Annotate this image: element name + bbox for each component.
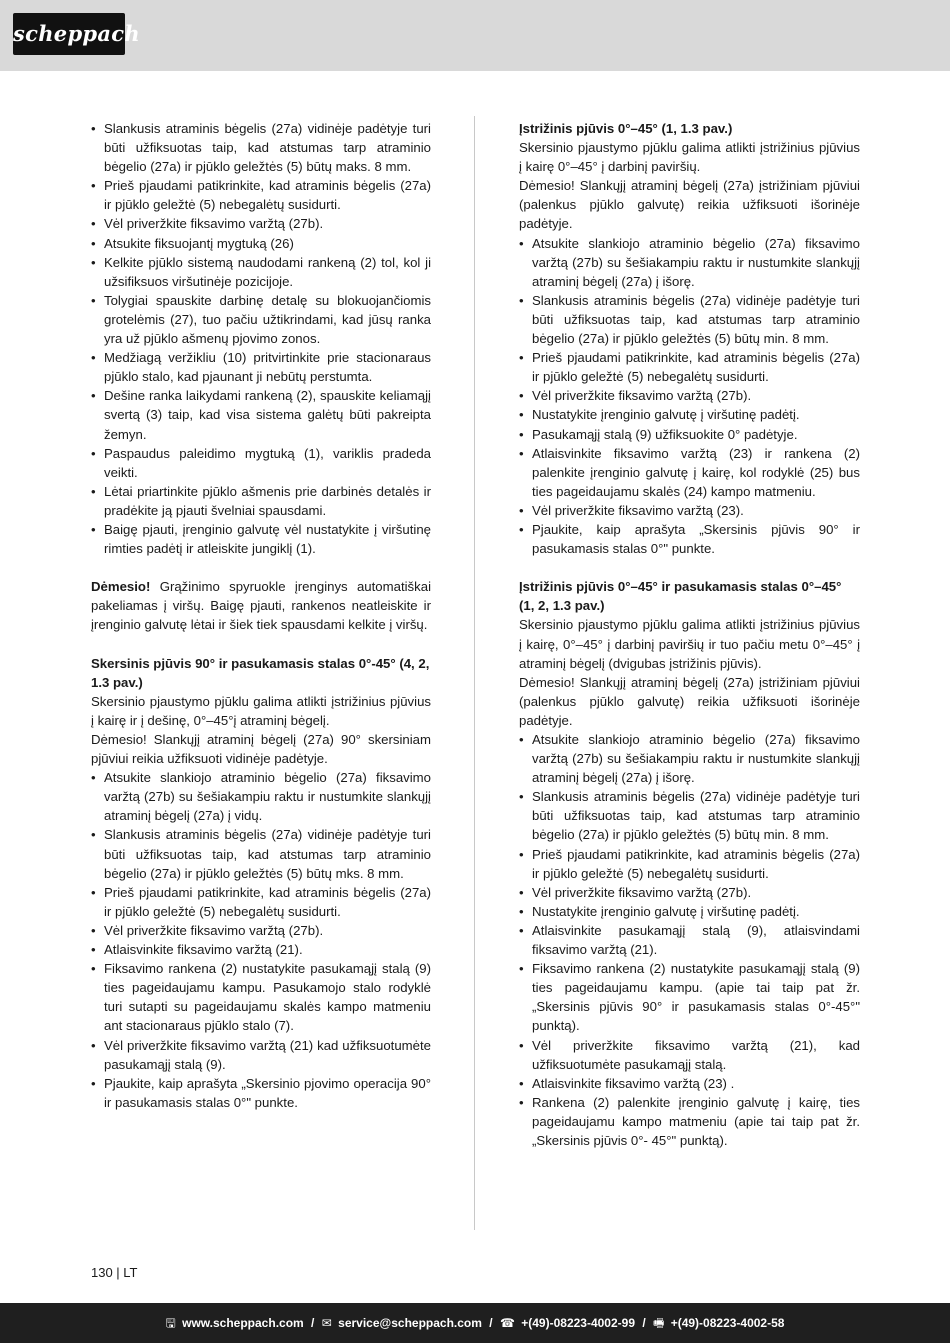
list-item: • Kelkite pjūklo sistemą naudodami rankeną (2) tol, kol ji užsifiksuos viršutinėje pozicijoje. [91,253,431,291]
fax-icon: 🖷 [653,1316,665,1330]
attention-label: Dėmesio! [91,579,151,595]
list-item: • Prieš pjaudami patikrinkite, kad atraminis bėgelis (27a) ir pjūklo geležtė (5) nebegalėtų susidurti. [519,845,860,883]
section-heading: Įstrižinis pjūvis 0°–45° (1, 1.3 pav.) [519,121,733,136]
list-item: • Pjaukite, kaip aprašyta „Skersinio pjovimo operacija 90° ir pasukamasis stalas 0°" punkte. [91,1074,431,1112]
column-divider [474,116,475,1230]
footer-separator: / [489,1316,493,1330]
left-column [91,119,431,1112]
paragraph: Dėmesio! Slankųjį atraminį bėgelį (27a) 90° skersiniam pjūviui reikia užfiksuoti vidinėje padėtyje. [91,732,431,767]
list-item: • Vėl priveržkite fiksavimo varžtą (27b). [519,386,860,405]
list-item: • Slankusis atraminis bėgelis (27a) vidinėje padėtyje turi būti užfiksuotas taip, kad atstumas tarp atraminio bėgelio (27a) ir pjūklo geležtės (5) būtų mks. 8 mm. [91,825,431,882]
list-item: • Atsukite fiksuojantį mygtuką (26) [91,234,431,253]
list-item: • Atsukite slankiojo atraminio bėgelio (27a) fiksavimo varžtą (27b) su šešiakampiu raktu ir nustumkite slankųjį atraminį bėgelį (27a) į išorę. [519,730,860,787]
brand-logo [13,13,140,55]
list-item: • Atlaisvinkite pasukamąjį stalą (9), atlaisvindami fiksavimo varžtą (21). [519,921,860,959]
paragraph: Skersinio pjaustymo pjūklu galima atlikti įstrižinius pjūvius į kairę, 0°–45° į darbinį paviršių ir tuo pačiu metu 0°–45° į atraminį bėgelį (dvigubas įstrižinis pjūvis). [519,617,860,671]
list-item: • Slankusis atraminis bėgelis (27a) vidinėje padėtyje turi būti užfiksuotas taip, kad atstumas tarp atraminio bėgelio (27a) ir pjūklo geležtės (5) būtų min. 8 mm. [519,291,860,348]
logo-text: scheppach [13,21,140,46]
list-item: • Vėl priveržkite fiksavimo varžtą (27b). [519,883,860,902]
paragraph: Dėmesio! Slankųjį atraminį bėgelį (27a) įstrižiniam pjūviui (palenkus pjūklo galvutę) reikia užfiksuoti išorinėje padėtyje. [519,674,860,728]
bullet-list [91,119,431,558]
list-item: • Prieš pjaudami patikrinkite, kad atraminis bėgelis (27a) ir pjūklo geležtė (5) nebegalėtų susidurti. [519,348,860,386]
list-item: • Rankena (2) palenkite įrenginio galvutę į kairę, ties pageidaujamu kampo matmeniu (apie tai taip pat žr. „Skersinis pjūvis 0°- 45°" punktą). [519,1093,860,1150]
header-band [0,0,950,71]
list-item: • Pjaukite, kaip aprašyta „Skersinis pjūvis 90° ir pasukamasis stalas 0°" punkte. [519,520,860,558]
attention-text: Grąžinimo spyruokle įrenginys automatiškai pakeliamas į viršų. Baigę pjauti, rankenos neatleiskite ir įrenginio galvutę lėtai ir šiek tiek spausdami kelkite į viršų. [91,579,431,633]
list-item: • Prieš pjaudami patikrinkite, kad atraminis bėgelis (27a) ir pjūklo geležtė (5) nebegalėtų susidurti. [91,176,431,214]
list-item: • Nustatykite įrenginio galvutę į viršutinę padėtį. [519,902,860,921]
page-number: 130 | LT [91,1265,138,1280]
list-item: • Vėl priveržkite fiksavimo varžtą (27b). [91,214,431,233]
footer-bar [0,1303,950,1343]
list-item: • Baigę pjauti, įrenginio galvutę vėl nustatykite į viršutinę rimties padėtį ir atleiskite jungiklį (1). [91,520,431,558]
monitor-icon: 🖫 [165,1316,176,1330]
bullet-list [519,730,860,1150]
list-item: • Atsukite slankiojo atraminio bėgelio (27a) fiksavimo varžtą (27b) su šešiakampiu raktu ir nustumkite slankųjį atraminį bėgelį (27a) į vidų. [91,768,431,825]
list-item: • Slankusis atraminis bėgelis (27a) vidinėje padėtyje turi būti užfiksuotas taip, kad atstumas tarp atraminio bėgelio (27a) ir pjūklo geležtės (5) būtų min. 8 mm. [519,787,860,844]
attention-note [91,577,431,634]
bullet-list [91,768,431,1112]
list-item: • Lėtai priartinkite pjūklo ašmenis prie darbinės detalės ir pradėkite ją pjauti švelniai spausdami. [91,482,431,520]
list-item: • Pasukamąjį stalą (9) užfiksuokite 0° padėtyje. [519,425,860,444]
bullet-list [519,234,860,559]
list-item: • Dešine ranka laikydami rankeną (2), spauskite keliamąjį svertą (3) taip, kad visa sistema galėtų būti pakreipta žemyn. [91,386,431,443]
phone-icon: ☎ [499,1316,515,1330]
list-item: • Slankusis atraminis bėgelis (27a) vidinėje padėtyje turi būti užfiksuotas taip, kad atstumas tarp atraminio bėgelio (27a) ir pjūklo geležtės (5) būtų maks. 8 mm. [91,119,431,176]
footer-separator: / [642,1316,646,1330]
list-item: • Atlaisvinkite fiksavimo varžtą (21). [91,940,431,959]
footer-fax: +(49)-08223-4002-58 [670,1316,785,1330]
footer-separator: / [311,1316,315,1330]
list-item: • Vėl priveržkite fiksavimo varžtą (21), kad užfiksuotumėte pasukamąjį stalą. [519,1036,860,1074]
list-item: • Tolygiai spauskite darbinę detalę su blokuojančiomis grotelėmis (27), tuo pačiu užtikrindami, kad jūsų ranka yra už pjūklo ašmenų pjovimo zonos. [91,291,431,348]
list-item: • Vėl priveržkite fiksavimo varžtą (21) kad užfiksuotumėte pasukamąjį stalą (9). [91,1036,431,1074]
list-item: • Fiksavimo rankena (2) nustatykite pasukamąjį stalą (9) ties pageidaujamu kampu. Pasukamojo stalo rodyklė turi sutapti su pageidaujamu skalės kampo matmeniu ant stacionaraus pjūklo stalo (7). [91,959,431,1035]
list-item: • Nustatykite įrenginio galvutę į viršutinę padėtį. [519,405,860,424]
list-item: • Paspaudus paleidimo mygtuką (1), variklis pradeda veikti. [91,444,431,482]
list-item: • Prieš pjaudami patikrinkite, kad atraminis bėgelis (27a) ir pjūklo geležtė (5) nebegalėtų susidurti. [91,883,431,921]
list-item: • Atsukite slankiojo atraminio bėgelio (27a) fiksavimo varžtą (27b) su šešiakampiu raktu ir nustumkite slankųjį atraminį bėgelį (27a) į išorę. [519,234,860,291]
section-heading: Įstrižinis pjūvis 0°–45° ir pasukamasis stalas 0°–45° (1, 2, 1.3 pav.) [519,579,842,614]
footer-phone: +(49)-08223-4002-99 [521,1316,635,1330]
footer-web-link[interactable]: www.scheppach.com [182,1316,304,1330]
mail-icon: ✉ [321,1316,332,1330]
paragraph: Skersinio pjaustymo pjūklu galima atlikti įstrižinius pjūvius į kairę 0°–45° į darbinį paviršių. [519,140,860,175]
list-item: • Atlaisvinkite fiksavimo varžtą (23) . [519,1074,860,1093]
list-item: • Atlaisvinkite fiksavimo varžtą (23) ir rankena (2) palenkite įrenginio galvutę į kairę, kol rodyklė (25) bus ties pageidaujamu skalės (24) kampo matmeniu. [519,444,860,501]
section-heading: Skersinis pjūvis 90° ir pasukamasis stalas 0°-45° (4, 2, 1.3 pav.) [91,655,430,690]
right-column [519,119,860,1150]
paragraph: Dėmesio! Slankųjį atraminį bėgelį (27a) įstrižiniam pjūviui (palenkus pjūklo galvutę) reikia užfiksuoti išorinėje padėtyje. [519,178,860,232]
footer-email-link[interactable]: service@scheppach.com [338,1316,482,1330]
list-item: • Vėl priveržkite fiksavimo varžtą (23). [519,501,860,520]
paragraph: Skersinio pjaustymo pjūklu galima atlikti įstrižinius pjūvius į kairę ir į dešinę, 0°–45°į atraminį bėgelį. [91,693,431,728]
list-item: • Vėl priveržkite fiksavimo varžtą (27b). [91,921,431,940]
list-item: • Medžiagą veržikliu (10) pritvirtinkite prie stacionaraus pjūklo stalo, kad pjaunant ji nebūtų perstumta. [91,348,431,386]
list-item: • Fiksavimo rankena (2) nustatykite pasukamąjį stalą (9) ties pageidaujamu kampu. (apie tai taip pat žr. „Skersinis pjūvis 90° ir pasukamasis stalas 0°-45°" punktą). [519,959,860,1035]
